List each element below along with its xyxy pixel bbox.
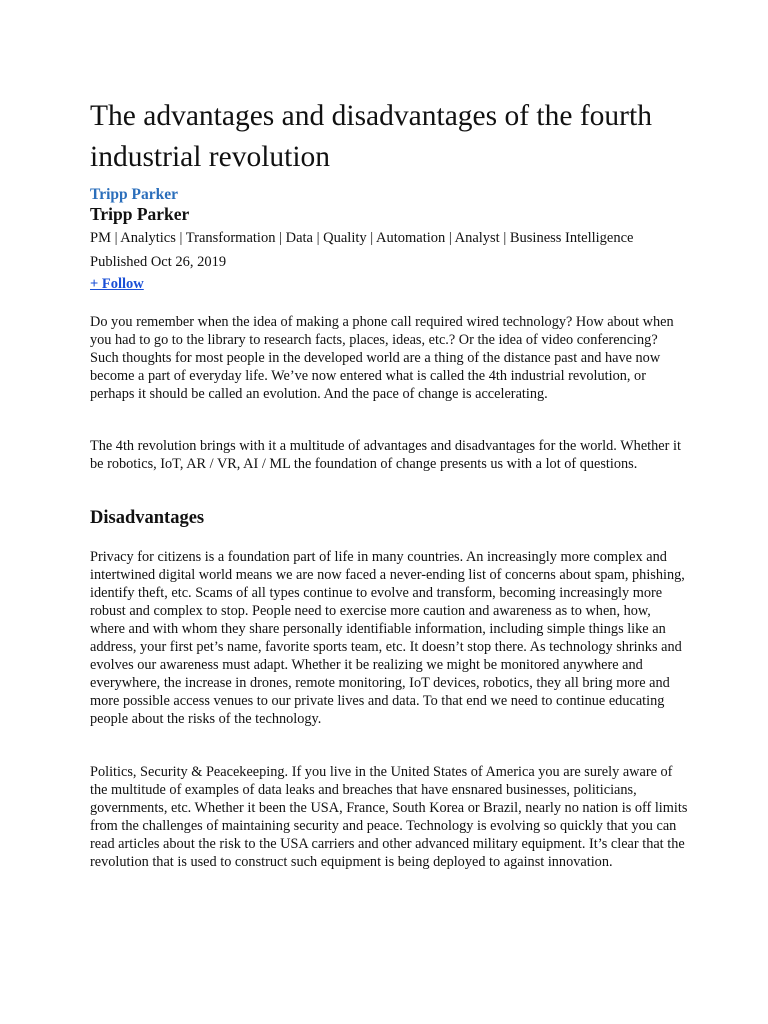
article-title: The advantages and disadvantages of the fourth industrial revolution	[90, 100, 652, 173]
author-name: Tripp Parker	[90, 204, 190, 224]
paragraph-politics: Politics, Security & Peacekeeping. If you live in the United States of America you are surely aware of the multitude of examples of data leaks and breaches that have ensnared businesses, politicians, governments, etc. Whether it been the USA, France, South Korea or Brazil, nearly no nation is off limits from the challenges of maintaining security and peace. Technology is evolving so quickly that you can read articles about the risk to the USA carriers and other advanced military equipment. It’s clear that the revolution that is used to construct such equipment is being deployed to against innovation.	[90, 764, 688, 870]
paragraph-revolution: The 4th revolution brings with it a multitude of advantages and disadvantages for the world. Whether it be robotics, IoT, AR / VR, AI / ML the foundation of change presents us with a lot of questions.	[90, 438, 681, 472]
author-link[interactable]: Tripp Parker	[90, 186, 178, 203]
section-heading-disadvantages: Disadvantages	[90, 508, 205, 528]
follow-button[interactable]: + Follow	[90, 276, 144, 292]
published-date: Published Oct 26, 2019	[90, 254, 227, 270]
paragraph-privacy: Privacy for citizens is a foundation part of life in many countries. An increasingly more complex and intertwined digital world means we are now faced a never-ending list of concerns about spam, phishing, identify theft, etc. Scams of all types continue to evolve and transform, becoming increasingly more robust and complex to stop. People need to exercise more caution and awareness as to when, how, where and with whom they share personally identifiable information, including simple things like an address, your first pet’s name, favorite sports team, etc. It doesn’t stop there. As technology shrinks and evolves our awareness must adapt. Whether it be realizing we might be monitored anywhere and everywhere, the increase in drones, remote monitoring, IoT devices, robotics, they all bring more and more possible access venues to our private lives and data. To that end we need to continue educating people about the risks of the technology.	[90, 549, 685, 727]
author-headline: PM | Analytics | Transformation | Data | Quality | Automation | Analyst | Business Intelligence	[90, 230, 634, 246]
paragraph-intro: Do you remember when the idea of making a phone call required wired technology? How about when you had to go to the library to research facts, places, ideas, etc.? Or the idea of video conferencing? Such thoughts for most people in the developed world are a thing of the distance past and have now become a part of everyday life. We’ve now entered what is called the 4th industrial revolution, or perhaps it should be called an evolution. And the pace of change is accelerating.	[90, 314, 674, 402]
